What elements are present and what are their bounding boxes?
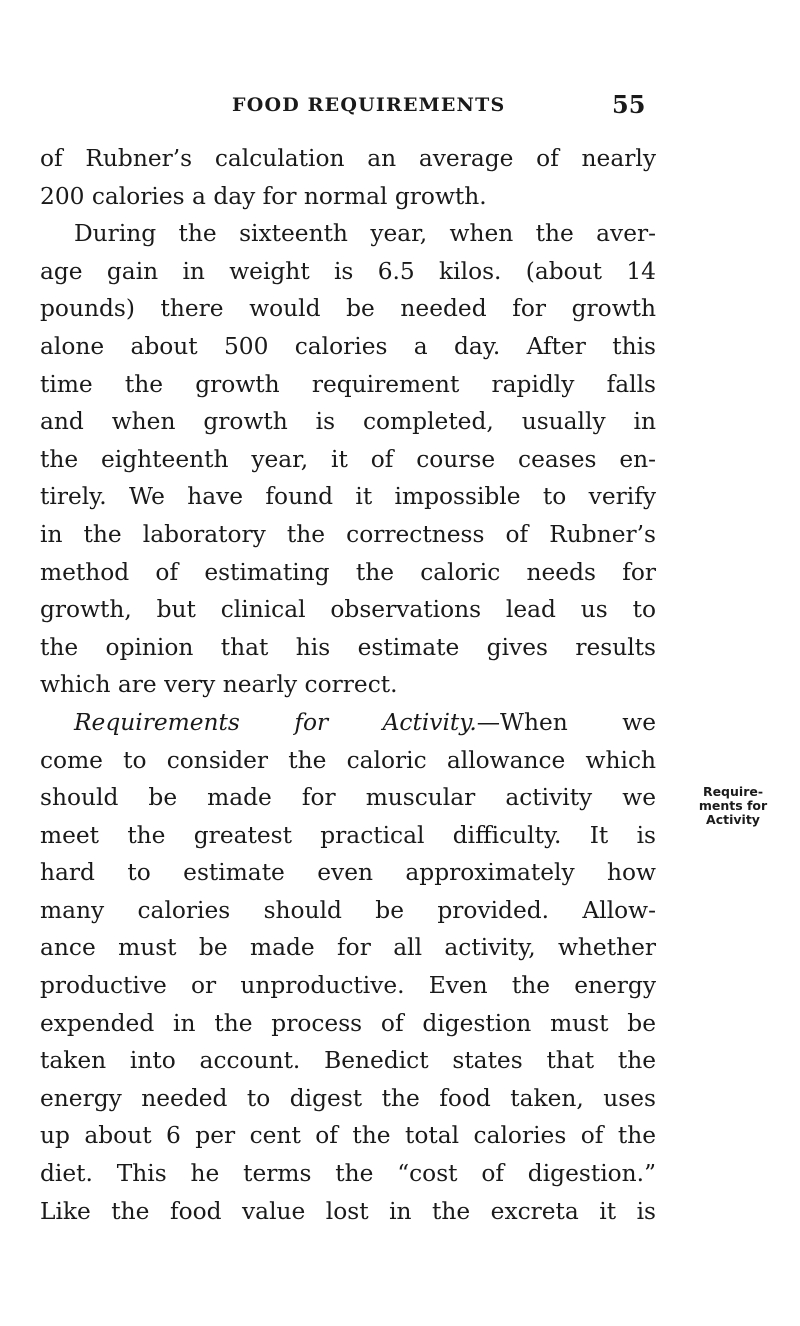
text-line: productive or unproductive. Even the energy bbox=[40, 972, 656, 1000]
text-line: up about 6 per cent of the total calories of the bbox=[40, 1122, 656, 1150]
text-line: method of estimating the caloric needs for bbox=[40, 558, 656, 586]
text-line: diet. This he terms the “cost of digestion.” bbox=[40, 1160, 656, 1188]
marginal-note-line: Activity bbox=[706, 812, 760, 827]
marginal-note bbox=[668, 785, 798, 827]
text-line: which are very nearly correct. bbox=[40, 671, 398, 699]
text-line: should be made for muscular activity we bbox=[40, 784, 656, 812]
text-line: come to consider the caloric allowance which bbox=[40, 746, 656, 774]
text-line: 200 calories a day for normal growth. bbox=[40, 182, 487, 210]
text-line: meet the greatest practical difficulty. It is bbox=[40, 821, 656, 849]
text-line: and when growth is completed, usually in bbox=[40, 408, 656, 436]
section-heading-line bbox=[40, 704, 656, 742]
text-line: age gain in weight is 6.5 kilos. (about 14 bbox=[40, 257, 656, 285]
running-head bbox=[0, 90, 800, 124]
text-line: growth, but clinical observations lead us to bbox=[40, 596, 656, 624]
text-line: During the sixteenth year, when the aver- bbox=[74, 220, 656, 248]
text-line: expended in the process of digestion must be bbox=[40, 1009, 656, 1037]
text-line: many calories should be provided. Allow- bbox=[40, 896, 656, 924]
text-line: of Rubner’s calculation an average of nearly bbox=[40, 145, 656, 172]
text-line: the opinion that his estimate gives results bbox=[40, 633, 656, 661]
text-line: energy needed to digest the food taken, uses bbox=[40, 1084, 656, 1112]
section-heading-rest: —When we bbox=[476, 708, 656, 736]
text-line: hard to estimate even approximately how bbox=[40, 859, 656, 887]
body-text bbox=[40, 140, 656, 1230]
text-line: tirely. We have found it impossible to verify bbox=[40, 483, 656, 511]
text-line: time the growth requirement rapidly falls bbox=[40, 370, 656, 398]
text-line: Like the food value lost in the excreta it is bbox=[40, 1197, 656, 1225]
page-number: 55 bbox=[612, 90, 646, 119]
section-heading: Requirements for Activity. bbox=[74, 708, 477, 736]
marginal-note-line: ments for bbox=[698, 798, 768, 813]
text-line: alone about 500 calories a day. After this bbox=[40, 332, 656, 360]
text-line: pounds) there would be needed for growth bbox=[40, 295, 656, 323]
text-line: ance must be made for all activity, whether bbox=[40, 934, 656, 962]
marginal-note-line: Require- bbox=[702, 784, 764, 799]
text-line: in the laboratory the correctness of Rubner’s bbox=[40, 520, 656, 548]
text-line: taken into account. Benedict states that the bbox=[40, 1047, 656, 1075]
text-line: the eighteenth year, it of course ceases en- bbox=[40, 445, 656, 473]
running-title: FOOD REQUIREMENTS bbox=[232, 94, 506, 116]
